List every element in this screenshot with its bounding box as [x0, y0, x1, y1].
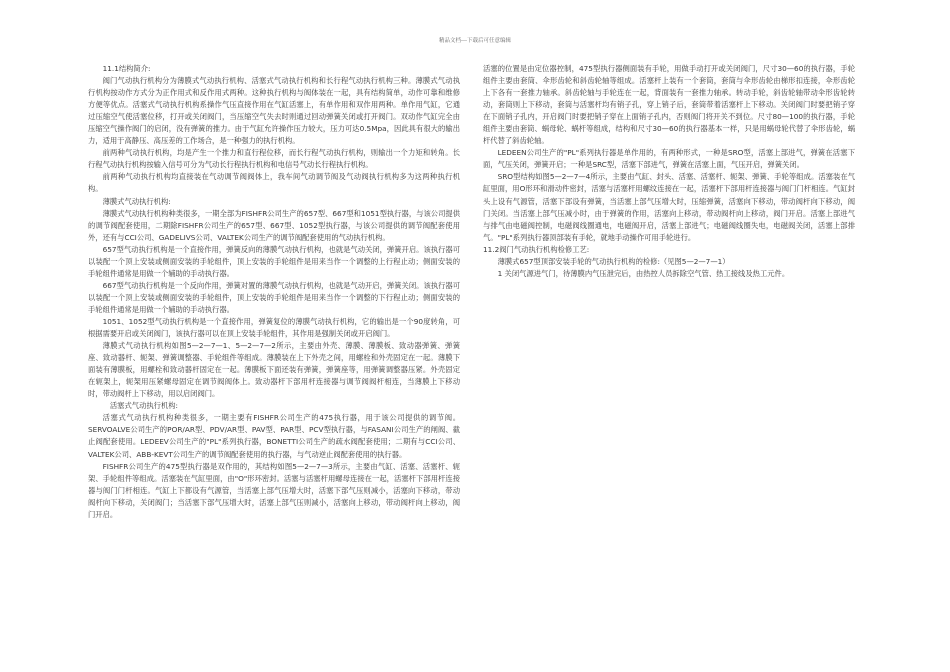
paragraph: LEDEEN公司生产的"PL"系列执行器是单作用的，有两种形式，一种是SRO型，活塞上部进气，弹簧在活塞下面，气压关闭，弹簧开启；一种是SRC型，活塞下部进气，弹簧在活塞上面，气压开启，弹簧关闭。	[483, 148, 855, 170]
paragraph: 1051、1052型气动执行机构是一个直接作用，弹簧复位的薄膜气动执行机构，它的输出是一个90度转角，可根据需要开启或关闭阀门，该执行器可以在顶上安装手轮组件，其作用是强制关闭或开启阀门。	[88, 316, 460, 339]
paragraph: 657型气动执行机构是一个直接作用，弹簧反向的薄膜气动执行机构，也就是气动关闭，弹簧开启。该执行器可以装配一个顶上安装或侧面安装的手轮组件，顶上安装的手轮组件是用来当作一个调整的上行程止动；侧面安装的手轮组件通常是用做一个辅助的手动执行器。	[88, 244, 460, 278]
paragraph: 前两种气动执行机构，均是产生一个推力和直行程位移，而长行程气动执行机构，则输出一个力矩和转角。长行程气动执行机构按输入信号可分为气动长行程执行机构和电信号气动长行程执行机构。	[88, 148, 460, 170]
subheading: 薄膜式657型顶部安装手轮的气动执行机构的检修:（见图5—2—7—1）	[497, 256, 730, 266]
subheading: 活塞式气动执行机构:	[109, 401, 179, 411]
section-heading: 11.1结构简介:	[102, 64, 151, 73]
paragraph: 活塞式气动执行机构种类很多，一期主要有FISHFR公司生产的475执行器，用于该公司提供的调节阀。SERVOALVE公司生产的POR/AR型、PDV/AR型、PAV型、PAR型、PCV型执行器，与FASANI公司生产的闸阀、截止阀配套使用。LEDEEV公司生产的"PL"系列执行器，BONETTI公司生产的疏水阀配套使用；二期有与CCI公司、VALTEK公司、ABB-KEVT公司生产的调节阀配套使用的执行器，与气动逆止阀配套使用的执行器。	[88, 413, 460, 459]
subheading: 薄膜式气动执行机构:	[102, 196, 171, 206]
section-heading: 11.2阀门气动执行机构检修工艺:	[483, 244, 590, 254]
paragraph: SRO型结构如图5—2—7—4所示，主要由气缸、封头、活塞、活塞杆、轭架、弹簧、手轮等组成。活塞装在气缸里面，用O形环和滑动件密封，活塞与活塞杆用螺纹连接在一起，活塞杆下部用杆连接器与阀门门杆相连。气缸封头上设有气源管，活塞下部设有弹簧，当活塞上部气压增大时，压缩弹簧，活塞向下移动，带动阀杆向下移动，阀门关闭。当活塞上部气压减小时，由于弹簧的作用，活塞向上移动，带动阀杆向上移动，阀门开启。活塞上部进气与排气由电磁阀控制，电磁阀线圈通电，电磁阀开启，活塞上部进气；电磁阀线圈失电，电磁阀关闭，活塞上部排气。"PL"系列执行器顶部装有手轮，就地手动操作可用手轮进行。	[483, 172, 855, 242]
paragraph: 1 关闭气源进气门，待薄膜内气压泄完后，由热控人员拆除空气管、热工接线及热工元件。	[497, 268, 790, 278]
left-column	[88, 63, 460, 521]
paragraph: FISHFR公司生产的475型执行器是双作用的，其结构如图5—2—7—3所示，主要由气缸、活塞、活塞杆、轭架、手轮组件等组成。活塞装在气缸里面，由"O"形环密封。活塞与活塞杆用螺母连接在一起，活塞杆下部用杆连接器与阀门门杆相连。气缸上下都设有气源管，当活塞上部气压增大时，活塞下部气压则减小，活塞向下移动，带动阀杆向下移动，关闭阀门；当活塞下部气压增大时，活塞上部气压则减小，活塞向上移动，带动阀杆向上移动，阀门开启。	[88, 461, 460, 519]
paragraph: 活塞的位置是由定位器控制，475型执行器侧面装有手轮，用做手动打开或关闭阀门，尺寸30—60的执行器，手轮组件主要由套筒、伞形齿轮和斜齿轮轴等组成。活塞杆上装有一个套筒，套筒与伞形齿轮由梯形扣连接，伞形齿轮上下各有一套推力轴承。斜齿轮轴与手轮连在一起，背面装有一套推力轴承。转动手轮，斜齿轮轴带动伞形齿轮转动，套筒则上下移动，套筒与活塞杆均有销子孔，穿上销子后，套筒带着活塞杆上下移动。关闭阀门时要把销子穿在下面销子孔内，开启阀门时要把销子穿在上面销子孔内，否则阀门将开关不到位。尺寸80—100的执行器，手轮组件主要由套筒、蜗母轮、蜗杆等组成，结构和尺寸30—60的执行器基本一样，只是用蜗母轮代替了伞形齿轮，蜗杆代替了斜齿轮轴。	[483, 64, 855, 146]
page-header: 精品文档---下载后可任意编辑	[439, 38, 511, 44]
paragraph: 薄膜式气动执行机构如图5—2—7—1、5—2—7—2所示，主要由外壳、薄膜、薄膜板、致动器弹簧、弹簧座、致动器杆、轭架、弹簧调整器、手轮组件等组成。薄膜装在上下外壳之间，用螺栓和外壳固定在一起。薄膜下面装有薄膜板，用螺栓和致动器杆固定在一起。薄膜板下面还装有弹簧，弹簧座等，用弹簧调整器压紧。外壳固定在轭架上，轭架用压紧螺母固定在调节阀阀体上。致动器杆下部用杆连接器与调节阀阀杆相连，当薄膜上下移动时，带动阀杆上下移动，用以启闭阀门。	[88, 341, 460, 399]
paragraph: 前两种气动执行机构均直接装在气动调节阀阀体上，我车间气动调节阀及气动阀执行机构多为这两种执行机构。	[88, 172, 460, 194]
paragraph: 667型气动执行机构是一个反向作用，弹簧对置的薄膜气动执行机构，也就是气动开启，弹簧关闭。该执行器可以装配一个顶上安装或侧面安装的手轮组件，顶上安装的手轮组件是用来当作一个调整的下行程止动；侧面安装的手轮组件通常是用做一个辅助的手动执行器。	[88, 280, 460, 314]
paragraph: 薄膜式气动执行机构种类很多，一期全部为FISHFR公司生产的657型、667型和1051型执行器，与该公司提供的调节阀配套使用，二期除FISHFR公司生产的657型、667型、1052型执行器，与该公司提供的调节阀配套使用外，还有与CCI公司、GADELIVS公司、VALTEK公司生产的调节阀配套使用的气动执行机构。	[88, 208, 460, 242]
right-column	[483, 63, 855, 280]
paragraph: 阀门气动执行机构分为薄膜式气动执行机构、活塞式气动执行机构和长行程气动执行机构三种。薄膜式气动执行机构按动作方式分为正作用式和反作用式两种。这种执行机构与阀体装在一起，具有结构简单，动作可靠和维修方便等优点。活塞式气动执行机构系操作气压直接作用在气缸活塞上，有单作用和双作用两种。单作用气缸，它通过压缩空气使活塞位移，打开或关闭阀门，当压缩空气失去时则通过回动弹簧关闭或打开阀门。双动作气缸完全由压缩空气操作阀门的启闭，没有弹簧的推力。由于气缸允许操作压力较大，压力可达0.5Mpa，因此具有很大的输出力，适用于高静压、高压差的工作场合，是一种强力的执行机构。	[88, 76, 460, 146]
